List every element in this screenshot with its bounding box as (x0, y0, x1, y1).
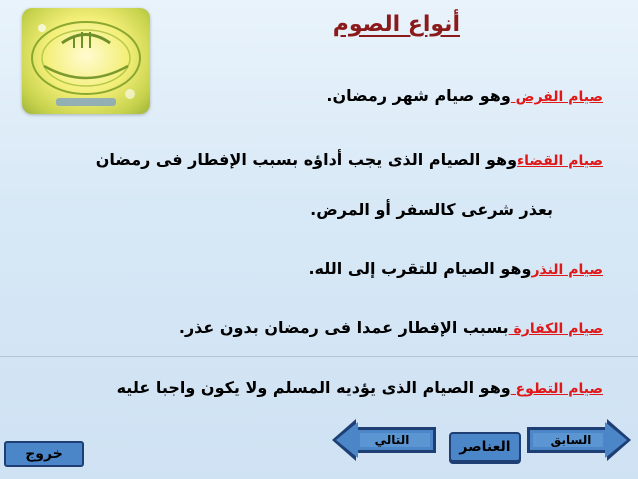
divider (0, 356, 638, 357)
list-item (179, 318, 603, 337)
ramadan-picture (22, 8, 150, 114)
item-desc: وهو صيام شهر رمضان. (326, 86, 511, 105)
list-item (326, 86, 603, 105)
item-desc: بعذر شرعى كالسفر أو المرض. (310, 200, 553, 219)
list-item (96, 150, 603, 169)
item-desc: وهو الصيام الذى يجب أداؤه بسبب الإفطار فى رمضان (95, 150, 518, 169)
exit-button-label: خروج (25, 446, 63, 462)
item-desc: وهو الصيام الذى يؤديه المسلم ولا يكون واجبا عليه (116, 378, 511, 397)
next-button[interactable] (330, 417, 440, 463)
previous-button-label: السابق (550, 433, 592, 447)
items-button-label: العناصر (459, 439, 511, 455)
list-item (308, 259, 603, 278)
exit-button[interactable] (4, 441, 84, 467)
item-term: صيام النذر (531, 262, 603, 278)
list-item (117, 378, 603, 397)
item-term: صيام الفرض (510, 89, 603, 105)
item-term: صيام القضاء (517, 153, 603, 169)
list-item-continuation (310, 200, 553, 219)
item-term: صيام الكفارة (508, 321, 603, 337)
previous-button[interactable] (523, 417, 633, 463)
picture-decoration-icon (22, 8, 150, 114)
page-title: أنواع الصوم (332, 12, 460, 37)
items-button[interactable] (449, 432, 521, 462)
item-desc: وهو الصيام للتقرب إلى الله. (308, 259, 532, 278)
item-desc: بسبب الإفطار عمدا فى رمضان بدون عذر. (178, 318, 509, 337)
next-button-label: التالي (374, 433, 410, 447)
item-term: صيام التطوع (510, 381, 603, 397)
